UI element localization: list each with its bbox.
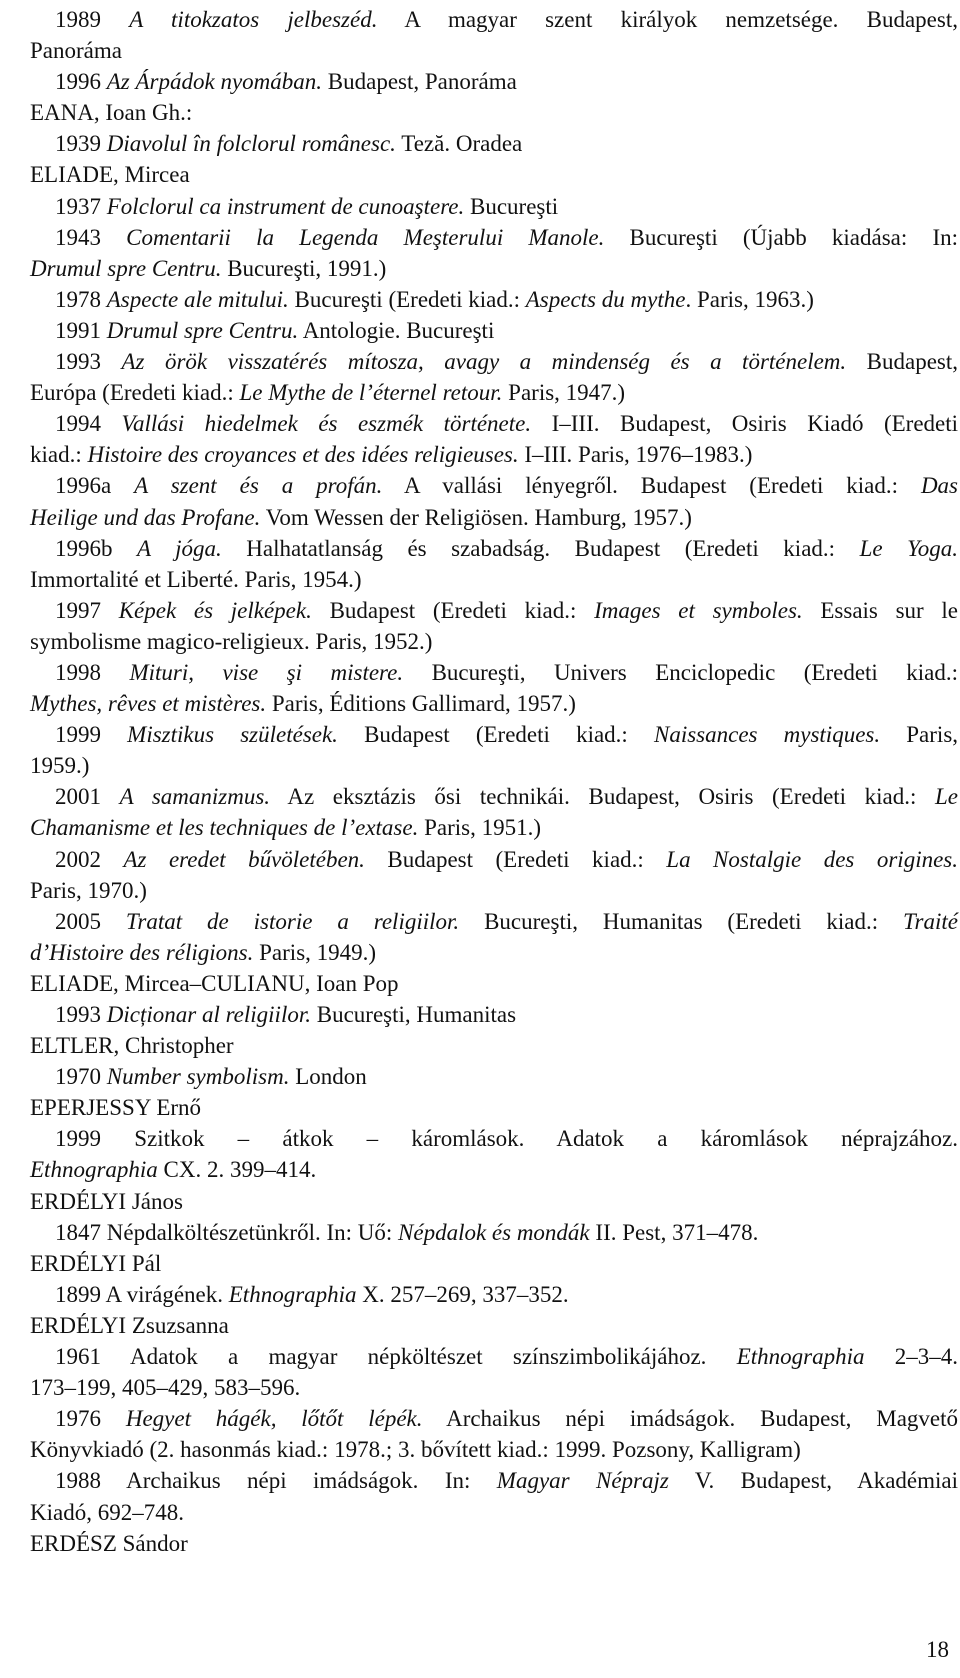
text-segment: Paris, (880, 722, 959, 748)
text-segment: 1996b (55, 535, 138, 561)
italic-title: Drumul spre Centru. (106, 317, 299, 343)
text-segment: Budapest (Eredeti kiad.: (337, 722, 654, 748)
reference-line (30, 35, 958, 66)
italic-title: Comentarii la Legenda Meşterului Manole. (126, 224, 605, 250)
italic-title: Az eredet bűvöletében. (123, 846, 365, 872)
reference-entry-line (30, 1217, 958, 1248)
italic-title: Ethnographia (736, 1344, 865, 1370)
text-segment: Kiadó, 692–748. (30, 1499, 184, 1525)
text-segment: symbolisme magico-religieux. Paris, 1952.) (30, 628, 433, 654)
text-segment: CX. 2. 399–414. (157, 1157, 317, 1183)
text-segment: EANA, Ioan Gh.: (30, 100, 193, 126)
italic-title: Aspecte ale mitului. (106, 286, 289, 312)
italic-title: Az Árpádok nyomában. (106, 69, 323, 95)
text-segment: kiad.: (30, 442, 88, 468)
reference-entry-line (30, 657, 958, 688)
italic-title: Naissances mystiques. (653, 722, 881, 748)
text-segment: Budapest (Eredeti kiad.: (311, 597, 595, 623)
italic-title: Misztikus születések. (127, 722, 338, 748)
page-number: 18 (926, 1637, 949, 1662)
reference-line (30, 97, 958, 128)
italic-title: Traité (903, 908, 958, 934)
text-segment: A magyar szent királyok nemzetsége. Budapest, (377, 7, 958, 32)
reference-entry-line (30, 470, 958, 501)
reference-line (30, 159, 958, 190)
text-segment: Paris, 1951.) (418, 815, 542, 841)
reference-entry-line (30, 533, 958, 564)
italic-title: A jóga. (137, 535, 222, 561)
text-segment: ERDÉLYI Zsuzsanna (30, 1312, 229, 1338)
reference-entry-line (30, 595, 958, 626)
reference-line (30, 253, 958, 284)
reference-entry-line (30, 4, 958, 35)
text-segment: 1970 (55, 1064, 107, 1090)
text-segment: Paris, 1949.) (253, 939, 377, 965)
reference-line (30, 812, 958, 843)
text-segment: I–III. Paris, 1976–1983.) (518, 442, 753, 468)
reference-entry-line (30, 315, 958, 346)
reference-entry-line (30, 1279, 958, 1310)
reference-line (30, 1248, 958, 1279)
reference-line (30, 377, 958, 408)
italic-title: Number symbolism. (106, 1064, 290, 1090)
text-segment: Paris, 1947.) (502, 380, 626, 406)
text-segment: 1939 (55, 131, 107, 157)
italic-title: Magyar Néprajz (496, 1468, 669, 1494)
italic-title: Aspects du mythe (525, 286, 686, 312)
italic-title: Das (920, 473, 958, 499)
reference-line (30, 750, 958, 781)
reference-entry-line (30, 1341, 958, 1372)
text-segment: Európa (Eredeti kiad.: (30, 380, 240, 406)
reference-line (30, 1154, 958, 1185)
reference-line (30, 1186, 958, 1217)
text-segment: Budapest, (846, 349, 958, 375)
text-segment: 173–199, 405–429, 583–596. (30, 1375, 301, 1401)
reference-line (30, 1092, 958, 1123)
text-segment: Panoráma (30, 38, 122, 64)
reference-entry-line (30, 1403, 958, 1434)
text-segment: 1999 (55, 722, 128, 748)
reference-line (30, 1434, 958, 1465)
reference-line (30, 1372, 958, 1403)
text-segment: 2001 (55, 784, 120, 810)
reference-line (30, 937, 958, 968)
text-segment: I–III. Budapest, Osiris Kiadó (Eredeti (531, 411, 959, 437)
reference-line (30, 1528, 958, 1559)
reference-entry-line (30, 284, 958, 315)
italic-title: Mythes, rêves et mistères. (30, 691, 267, 717)
text-segment: 1999 Szitkok – átkok – káromlások. Adatok a káromlások néprajzához. (55, 1126, 958, 1152)
reference-entry-line (30, 1465, 958, 1496)
text-segment: X. 257–269, 337–352. (356, 1281, 569, 1307)
text-segment: . Paris, 1963.) (685, 286, 814, 312)
text-segment: 1937 (55, 193, 107, 219)
reference-line (30, 688, 958, 719)
italic-title: La Nostalgie des origines. (666, 846, 958, 872)
reference-entry-line (30, 719, 958, 750)
text-segment: 1993 (55, 1002, 107, 1027)
text-segment: Bucureşti, 1991.) (221, 255, 387, 281)
text-segment: 1978 (55, 286, 107, 312)
text-segment: Az eksztázis ősi technikái. Budapest, Osiris (Eredeti kiad.: (270, 784, 935, 810)
reference-entry-line (30, 66, 958, 97)
text-segment: ELTLER, Christopher (30, 1033, 234, 1059)
italic-title: Dicționar al religiilor. (106, 1002, 311, 1027)
reference-entry-line (30, 408, 958, 439)
italic-title: Le Mythe de l’éternel retour. (239, 380, 503, 406)
italic-title: Chamanisme et les techniques de l’extase. (30, 815, 419, 841)
text-segment: 1994 (55, 411, 122, 437)
reference-line (30, 502, 958, 533)
text-segment: 1996a (55, 473, 135, 499)
reference-line (30, 1497, 958, 1528)
reference-entry-line (30, 844, 958, 875)
text-segment: Bucureşti, Humanitas (311, 1002, 517, 1027)
italic-title: Képek és jelképek. (118, 597, 312, 623)
text-segment: 2002 (55, 846, 124, 872)
text-segment: Halhatatlanság és szabadság. Budapest (Eredeti kiad.: (221, 535, 860, 561)
text-segment: 1899 A virágének. (55, 1281, 229, 1307)
text-segment: 1997 (55, 597, 119, 623)
text-segment: Paris, 1970.) (30, 877, 147, 903)
reference-entry-line (30, 999, 958, 1030)
italic-title: A szent és a profán. (134, 473, 383, 499)
text-segment: 1976 (55, 1406, 126, 1432)
reference-entry-line (30, 346, 958, 377)
text-segment: Teză. Oradea (395, 131, 523, 157)
text-segment: 2005 (55, 908, 126, 934)
italic-title: Le Yoga. (859, 535, 958, 561)
italic-title: Folclorul ca instrument de cunoaştere. (106, 193, 465, 219)
text-segment: London (289, 1064, 367, 1090)
text-segment: Bucureşti, Univers Enciclopedic (Eredeti kiad.: (403, 659, 959, 685)
text-segment: II. Pest, 371–478. (589, 1219, 759, 1245)
text-segment: A vallási lényegről. Budapest (Eredeti kiad.: (382, 473, 921, 499)
text-segment: Könyvkiadó (2. hasonmás kiad.: 1978.; 3. bővített kiad.: 1999. Pozsony, Kalligram) (30, 1437, 801, 1463)
text-segment: Bucureşti (464, 193, 559, 219)
text-segment: 1847 Népdalköltészetünkről. In: Uő: (55, 1219, 399, 1245)
italic-title: Az örök visszatérés mítosza, avagy a mindenség és a történelem. (121, 349, 847, 375)
text-segment: ERDÉLYI Pál (30, 1250, 162, 1276)
reference-line (30, 875, 958, 906)
italic-title: Histoire des croyances et des idées religieuses. (87, 442, 519, 468)
text-segment: 1988 Archaikus népi imádságok. In: (55, 1468, 497, 1494)
text-segment: 1961 Adatok a magyar népköltészet színszimbolikájához. (55, 1344, 737, 1370)
italic-title: Heilige und das Profane. (30, 504, 261, 530)
text-segment: ELIADE, Mircea–CULIANU, Ioan Pop (30, 970, 399, 996)
reference-line (30, 439, 958, 470)
text-segment: 1993 (55, 349, 122, 375)
reference-entry-line (30, 1123, 958, 1154)
text-segment: ERDÉLYI János (30, 1188, 183, 1214)
reference-line (30, 626, 958, 657)
text-segment: Budapest (Eredeti kiad.: (364, 846, 667, 872)
text-segment: 1998 (55, 659, 130, 685)
text-segment: Bucureşti (Eredeti kiad.: (288, 286, 526, 312)
italic-title: Ethnographia (30, 1157, 158, 1183)
italic-title: d’Histoire des réligions. (30, 939, 254, 965)
italic-title: Tratat de istorie a religiilor. (125, 908, 460, 934)
reference-entry-line (30, 781, 958, 812)
italic-title: Drumul spre Centru. (30, 255, 222, 281)
text-segment: 1989 (55, 7, 130, 32)
italic-title: Ethnographia (228, 1281, 357, 1307)
bibliography-page (30, 4, 958, 1559)
italic-title: Népdalok és mondák (398, 1219, 590, 1245)
text-segment: Paris, Éditions Gallimard, 1957.) (266, 691, 576, 717)
reference-line (30, 1030, 958, 1061)
italic-title: Mituri, vise şi mistere. (129, 659, 404, 685)
reference-entry-line (30, 906, 958, 937)
text-segment: ERDÉSZ Sándor (30, 1530, 188, 1556)
italic-title: Vallási hiedelmek és eszmék története. (121, 411, 532, 437)
italic-title: A samanizmus. (119, 784, 271, 810)
text-segment: EPERJESSY Ernő (30, 1095, 202, 1121)
text-segment: Bucureşti (Újabb kiadása: In: (604, 224, 958, 250)
reference-line (30, 1310, 958, 1341)
italic-title: Le (935, 784, 958, 810)
text-segment: Bucureşti, Humanitas (Eredeti kiad.: (459, 908, 904, 934)
reference-entry-line (30, 222, 958, 253)
text-segment: Essais sur le (802, 597, 959, 623)
text-segment: Budapest, Panoráma (322, 69, 517, 95)
text-segment: Immortalité et Liberté. Paris, 1954.) (30, 566, 362, 592)
text-segment: ELIADE, Mircea (30, 162, 190, 188)
text-segment: 1996 (55, 69, 107, 95)
reference-line (30, 564, 958, 595)
italic-title: Diavolul în folclorul românesc. (106, 131, 396, 157)
reference-entry-line (30, 128, 958, 159)
reference-entry-line (30, 1061, 958, 1092)
reference-line (30, 968, 958, 999)
text-segment: V. Budapest, Akadémiai (668, 1468, 958, 1494)
italic-title: Images et symboles. (594, 597, 803, 623)
text-segment: Archaikus népi imádságok. Budapest, Magvető (422, 1406, 958, 1432)
italic-title: A titokzatos jelbeszéd. (129, 7, 378, 32)
text-segment: 1991 (55, 317, 107, 343)
reference-entry-line (30, 191, 958, 222)
text-segment: Vom Wessen der Religiösen. Hamburg, 1957.) (260, 504, 692, 530)
italic-title: Hegyet hágék, lőtőt lépék. (125, 1406, 423, 1432)
text-segment: 2–3–4. (864, 1344, 958, 1370)
text-segment: 1959.) (30, 753, 90, 779)
text-segment: Antologie. Bucureşti (298, 317, 495, 343)
text-segment: 1943 (55, 224, 127, 250)
